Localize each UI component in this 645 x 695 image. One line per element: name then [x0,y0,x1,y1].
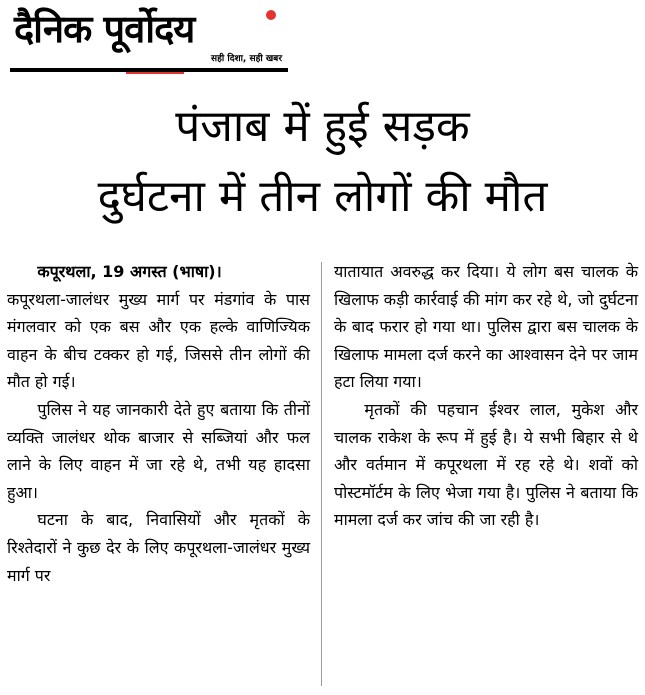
headline-line-1: पंजाब में हुई सड़क [175,101,470,152]
article-column-right [334,258,638,534]
article-column-left [7,258,310,589]
newspaper-tagline: सही दिशा, सही खबर [211,54,282,64]
article-paragraph-4: यातायात अवरुद्ध कर दिया। ये लोग बस चालक के खिलाफ कड़ी कार्रवाई की मांग कर रहे थे, जो दुर्घटना के बाद फरार हो गया था। पुलिस द्वारा बस चालक के खिलाफ मामला दर्ज करने का आश्वासन देने पर जाम हटा लिया गया। [334,262,638,392]
headline-line-2: दुर्घटना में तीन लोगों की मौत [97,171,548,222]
masthead-red-accent [126,72,184,74]
article-headline [0,92,645,232]
article-dateline: कपूरथला, 19 अगस्त (भाषा)। [37,262,222,281]
newspaper-name: दैनिक पूर्वोदय [14,7,195,51]
logo-red-dot [266,10,276,20]
article-paragraph-1: कपूरथला-जालंधर मुख्य मार्ग पर मंडगांव के पास मंगलवार को एक बस और एक हल्के वाणिज्यिक वाहन के बीच टक्कर हो गई, जिससे तीन लोगों की मौत हो गई। [7,289,310,392]
article-paragraph-5: मृतकों की पहचान ईश्वर लाल, मुकेश और चालक राकेश के रूप में हुई है। ये सभी बिहार से थे और वर्तमान में कपूरथला में रह रहे थे। शवों को पोस्टमॉर्टम के लिए भेजा गया है। पुलिस ने बताया कि मामला दर्ज कर जांच की जा रही है। [334,399,638,530]
masthead-logo [10,6,288,72]
article-dateline-paragraph [7,258,310,286]
article-paragraph-2: पुलिस ने यह जानकारी देते हुए बताया कि तीनों व्यक्ति जालंधर थोक बाजार से सब्जियां और फल लाने के लिए वाहन में जा रहे थे, तभी यह हादसा हुआ। [7,399,310,502]
article-paragraph-3: घटना के बाद, निवासियों और मृतकों के रिश्तेदारों ने कुछ देर के लिए कपूरथला-जालंधर मुख्य मार्ग पर [7,510,310,585]
column-divider [321,262,322,686]
